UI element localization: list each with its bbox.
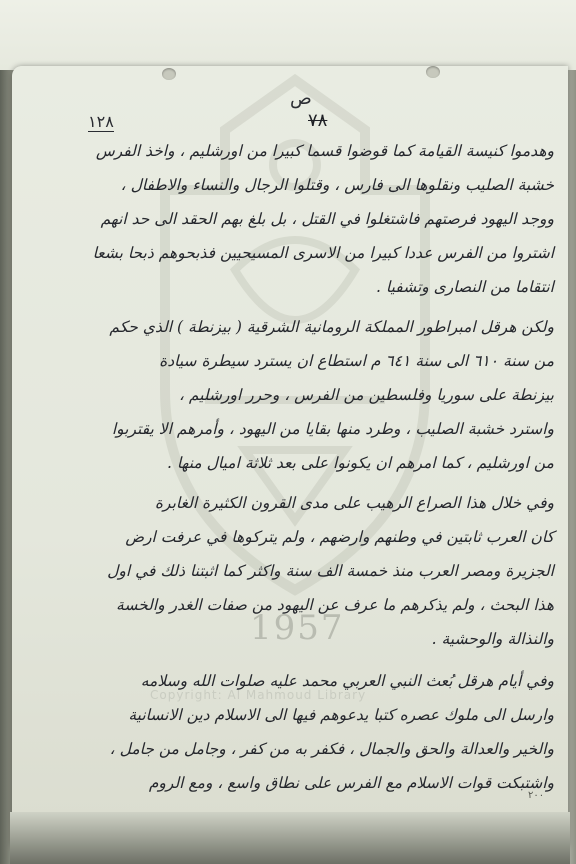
text-line: ووجد اليهود فرصتهم فاشتغلوا في القتل ، بل بلغ بهم الحقد الى حد انهم [100,210,554,228]
page-number-new: ١٢٨ [88,112,114,131]
text-line: بيزنطة على سوريا وفلسطين من الفرس ، وحرر اورشليم ، [178,386,554,404]
text-line: ولكن هرقل امبراطور المملكة الرومانية الشرقية ( بيزنطة ) الذي حكم [109,318,554,336]
text-line: وارسل الى ملوك عصره كتبا يدعوهم فيها الى الاسلام دين الانسانية [128,706,554,724]
page-stack-edge [10,812,570,864]
header-letter: ص [290,88,312,109]
text-line: وفي خلال هذا الصراع الرهيب على مدى القرون الكثيرة الغابرة [154,494,554,512]
bottom-page-mark: ٢٠٠ [528,790,545,801]
text-line: من اورشليم ، كما امرهم ان يكونوا على بعد ثلاثة اميال منها . [167,454,554,472]
text-line: والخير والعدالة والحق والجمال ، فكفر به من كفر ، وجامل من جامل ، [109,740,554,758]
text-line: وفي أيام هرقل بُعث النبي العربي محمد عليه صلوات الله وسلامه [140,672,554,690]
page-number-crossed: ٧٨ [308,110,328,131]
paper-top-strip [0,0,576,70]
text-line: اشتروا من الفرس عددا كبيرا من الاسرى المسيحيين فذبحوهم ذبحا بشعا [92,244,554,262]
binding-hole [162,68,176,80]
text-line: واشتبكت قوات الاسلام مع الفرس على نطاق واسع ، ومع الروم [148,774,554,792]
text-line: وهدموا كنيسة القيامة كما قوضوا قسما كبيرا من اورشليم ، واخذ الفرس [95,142,554,160]
text-line: والنذالة والوحشية . [431,630,554,648]
watermark-year: 1957 [250,608,345,648]
text-line: كان العرب ثابتين في وطنهم وارضهم ، ولم يتركوها في عرفت ارض [125,528,554,546]
text-line: خشبة الصليب ونقلوها الى فارس ، وقتلوا الرجال والنساء والاطفال ، [120,176,554,194]
binding-hole [426,66,440,78]
watermark-copyright: Copyright: Al Mahmoud Library [150,688,367,702]
text-line: انتقاما من النصارى وتشفيا . [376,278,554,296]
binding-holes [150,68,450,88]
text-line: هذا البحث ، ولم يذكرهم ما عرف عن اليهود من صفات الغدر والخسة [116,596,554,614]
text-line: الجزيرة ومصر العرب منذ خمسة الف سنة واكثر كما اثبتنا ذلك في اول [107,562,554,580]
text-line: من سنة ٦١٠ الى سنة ٦٤١ م استطاع ان يسترد سيطرة سيادة [159,352,554,370]
text-line: واسترد خشبة الصليب ، وطرد منها بقايا من اليهود ، وأمرهم الا يقتربوا [111,420,554,438]
